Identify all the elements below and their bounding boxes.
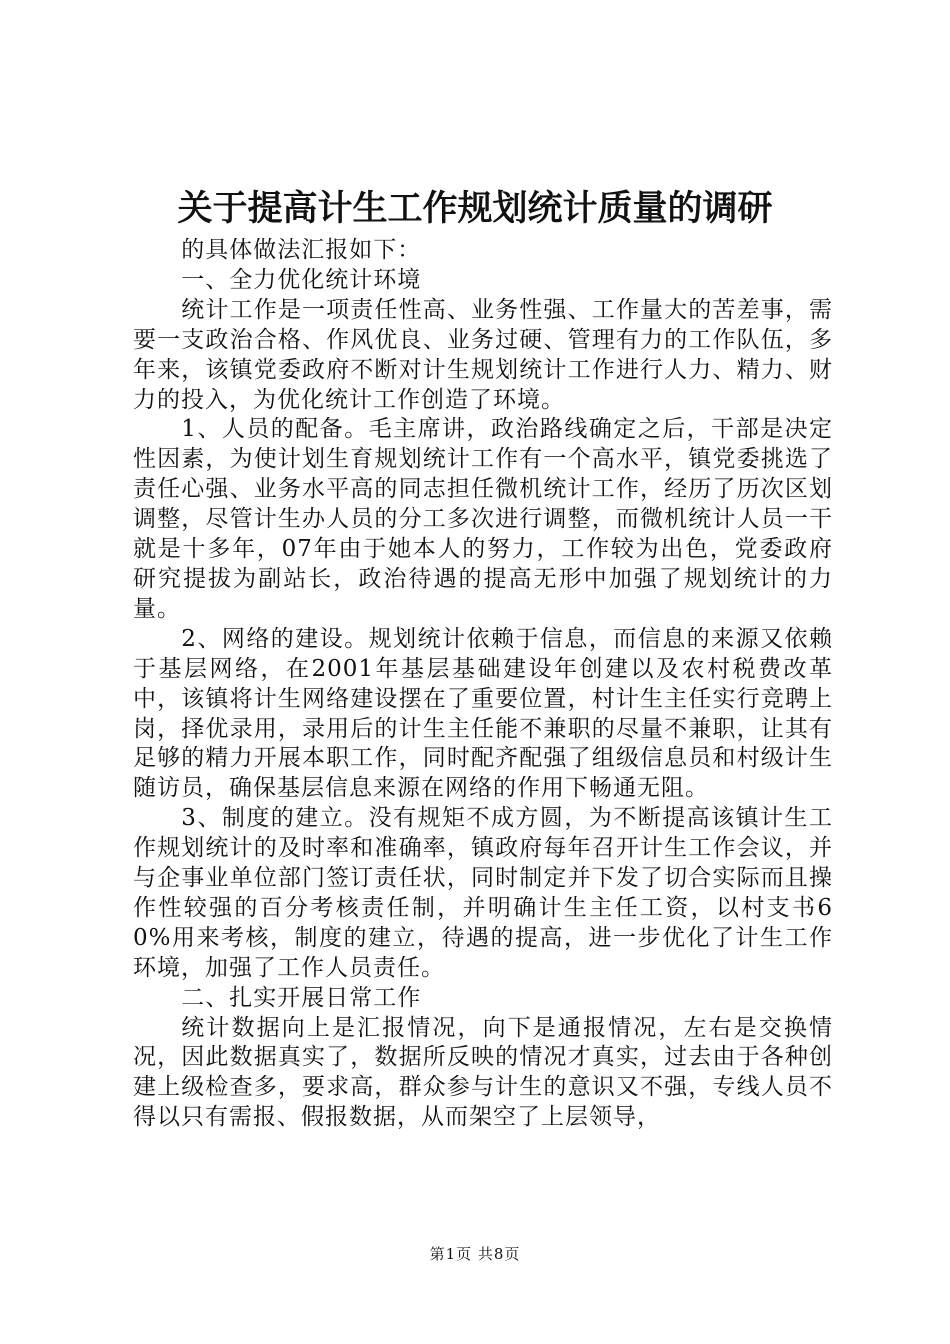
paragraph-item-2: 2、网络的建设。规划统计依赖于信息，而信息的来源又依赖于基层网络，在2001年基层基础建设年创建以及农村税费改革中，该镇将计生网络建设摆在了重要位置，村计生主任实行竞聘上岗，择优录用，录用后的计生主任能不兼职的尽量不兼职，让其有足够的精力开展本职工作，同时配齐配强了组级信息员和村级计生随访员，确保基层信息来源在网络的作用下畅通无阻。 <box>133 625 833 802</box>
document-title: 关于提高计生工作规划统计质量的调研 <box>177 188 773 229</box>
paragraph: 统计数据向上是汇报情况，向下是通报情况，左右是交换情况，因此数据真实了，数据所反映的情况才真实，过去由于各种创建上级检查多，要求高，群众参与计生的意识又不强，专线人员不得以只有需报、假报数据，从而架空了上层领导， <box>133 1014 833 1131</box>
paragraph: 统计工作是一项责任性高、业务性强、工作量大的苦差事，需要一支政治合格、作风优良、业务过硬、管理有力的工作队伍，多年来，该镇党委政府不断对计生规划统计工作进行人力、精力、财力的投入，为优化统计工作创造了环境。 <box>133 296 833 413</box>
paragraph-item-1: 1、人员的配备。毛主席讲，政治路线确定之后，干部是决定性因素，为使计划生育规划统计工作有一个高水平，镇党委挑选了责任心强、业务水平高的同志担任微机统计工作，经历了历次区划调整，尽管计生办人员的分工多次进行调整，而微机统计人员一干就是十多年，07年由于她本人的努力，工作较为出色，党委政府研究提拔为副站长，政治待遇的提高无形中加强了规划统计的力量。 <box>133 416 833 622</box>
section-heading-2: 二、扎实开展日常工作 <box>181 984 422 1011</box>
paragraph-item-3: 3、制度的建立。没有规矩不成方圆，为不断提高该镇计生工作规划统计的及时率和准确率，镇政府每年召开计生工作会议，并与企事业单位部门签订责任状，同时制定并下发了切合实际而且操作性较强的百分考核责任制，并明确计生主任工资，以村支书60%用来考核，制度的建立，待遇的提高，进一步优化了计生工作环境，加强了工作人员责任。 <box>133 805 833 981</box>
section-heading-1: 一、全力优化统计环境 <box>181 266 422 293</box>
paragraph-intro: 的具体做法汇报如下： <box>181 237 422 263</box>
page-footer: 第1页 共8页 <box>429 1245 521 1263</box>
document-body <box>133 236 833 1133</box>
